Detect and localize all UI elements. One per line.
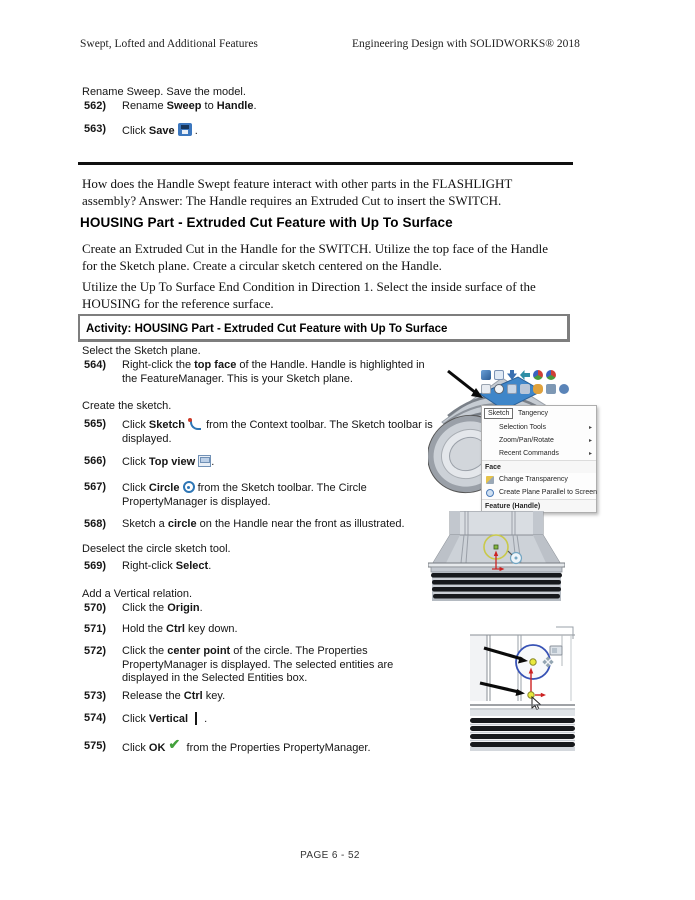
menu-section-face: Face xyxy=(482,460,596,473)
section-divider xyxy=(78,162,573,165)
lead-create-sketch: Create the sketch. xyxy=(82,400,172,412)
step-566-number: 566) xyxy=(84,455,107,467)
context-menu-first-row xyxy=(482,407,596,421)
undo-arrow-icon xyxy=(520,370,530,380)
panel-icon xyxy=(494,370,504,380)
view-wheel-icon xyxy=(533,370,543,380)
step-571-number: 571) xyxy=(84,623,107,635)
menu-item-create-plane-label: Create Plane Parallel to Screen xyxy=(499,489,598,496)
step-573-number: 573) xyxy=(84,690,107,702)
step-562 xyxy=(84,100,494,114)
circle-icon xyxy=(183,481,195,493)
step-565-text: Click Sketch from the Context toolbar. The Sketch toolbar is displayed. xyxy=(122,419,433,445)
magnifier-icon xyxy=(494,384,504,394)
step-571 xyxy=(84,623,494,637)
callout-arrow xyxy=(448,371,476,393)
step-574-number: 574) xyxy=(84,712,107,724)
view-orientation-glyph xyxy=(550,646,562,655)
sketch-icon xyxy=(188,418,203,430)
hide-show-icon xyxy=(559,384,569,394)
circle-center-point xyxy=(494,545,498,549)
step-565-number: 565) xyxy=(84,418,107,430)
step-562-text: Rename Sweep to Handle. xyxy=(122,100,257,112)
step-575-text: Click OK ✔ from the Properties PropertyManager. xyxy=(122,742,371,754)
context-toolbar-row-2 xyxy=(480,383,582,395)
menu-item-create-plane xyxy=(482,486,596,499)
vertical-icon xyxy=(195,712,197,725)
step-563-text: Click Save . xyxy=(122,125,198,137)
step-573-text: Release the Ctrl key. xyxy=(122,690,226,702)
header-right: Engineering Design with SOLIDWORKS® 2018 xyxy=(352,38,580,50)
step-573 xyxy=(84,690,494,704)
plane-icon xyxy=(486,489,494,497)
menu-item-change-transparency-label: Change Transparency xyxy=(499,476,568,483)
activity-box xyxy=(78,314,570,342)
step-570-text: Click the Origin. xyxy=(122,602,203,614)
step-566-text: Click Top view . xyxy=(122,456,215,468)
step-572-number: 572) xyxy=(84,645,107,657)
appearance-wheel-icon xyxy=(546,370,556,380)
step-571-text: Hold the Ctrl key down. xyxy=(122,623,238,635)
question-paragraph xyxy=(82,175,587,209)
ok-check-icon xyxy=(168,740,183,753)
para-up-to-surface xyxy=(82,278,587,312)
context-menu xyxy=(481,405,597,513)
step-564-number: 564) xyxy=(84,359,107,371)
vertical-relation-illustration xyxy=(470,626,575,758)
circle-center-point xyxy=(530,659,536,665)
menu-section-feature-handle: Feature (Handle) xyxy=(482,499,596,512)
para1-line-2: for the Sketch plane. Create a circular sketch centered on the Handle. xyxy=(82,258,442,273)
step-575-number: 575) xyxy=(84,740,107,752)
pin-icon xyxy=(533,384,543,394)
activity-title: Activity: HOUSING Part - Extruded Cut Feature with Up To Surface xyxy=(86,323,448,335)
figure-context-menu xyxy=(428,366,598,510)
transparency-icon xyxy=(486,476,494,484)
step-575 xyxy=(84,740,494,756)
step-568-number: 568) xyxy=(84,518,107,530)
step-574-text: Click Vertical . xyxy=(122,713,208,725)
handle-top-view-illustration xyxy=(428,511,565,608)
pan-icon xyxy=(520,384,530,394)
step-569-number: 569) xyxy=(84,560,107,572)
question-line-2: assembly? Answer: The Handle requires an Extruded Cut to insert the SWITCH. xyxy=(82,193,502,208)
question-line-1: How does the Handle Swept feature interact with other parts in the FLASHLIGHT xyxy=(82,176,513,191)
select-icon xyxy=(481,384,491,394)
step-562-number: 562) xyxy=(84,100,107,112)
step-568-text: Sketch a circle on the Handle near the front as illustrated. xyxy=(122,518,405,530)
origin-point xyxy=(528,692,534,698)
step-567-number: 567) xyxy=(84,481,107,493)
step-569-text: Right-click Select. xyxy=(122,560,212,572)
para1-line-1: Create an Extruded Cut in the Handle for the SWITCH. Utilize the top face of the Handle xyxy=(82,241,549,256)
zoom-area-icon xyxy=(507,384,517,394)
step-574 xyxy=(84,712,494,727)
select-other-icon xyxy=(481,370,491,380)
step-563 xyxy=(84,123,494,139)
para2-line-1: Utilize the Up To Surface End Condition in Direction 1. Select the inside surface of the xyxy=(82,279,536,294)
para-extruded-cut xyxy=(82,240,587,274)
normal-to-icon xyxy=(507,370,517,380)
context-toolbar xyxy=(480,369,582,397)
step-570-number: 570) xyxy=(84,602,107,614)
mouse-cursor xyxy=(532,697,541,710)
header-left: Swept, Lofted and Additional Features xyxy=(80,38,258,50)
context-toolbar-row-1 xyxy=(480,369,582,381)
menu-item-tangency: Tangency xyxy=(518,410,548,417)
menu-item-zoom-pan-rotate: Zoom/Pan/Rotate ▸ xyxy=(482,434,596,447)
section-heading: HOUSING Part - Extruded Cut Feature with Up To Surface xyxy=(80,215,453,230)
top-view-icon xyxy=(198,455,211,467)
menu-item-change-transparency xyxy=(482,473,596,486)
step-564-text: Right-click the top face of the Handle. Handle is highlighted in the FeatureManager. This is your Sketch plane. xyxy=(122,359,425,385)
sketch-tooltip: Sketch xyxy=(484,408,513,419)
step-572 xyxy=(84,645,494,686)
lead-deselect: Deselect the circle sketch tool. xyxy=(82,543,231,555)
menu-item-recent-commands: Recent Commands ▸ xyxy=(482,447,596,460)
lead-rename-save: Rename Sweep. Save the model. xyxy=(82,86,246,98)
step-572-text: Click the center point of the circle. The Properties PropertyManager is displayed. The selected entities are displayed in the Selected Entities box. xyxy=(122,645,394,684)
lead-select-plane: Select the Sketch plane. xyxy=(82,345,201,357)
figure-vertical-relation xyxy=(470,626,575,758)
step-563-number: 563) xyxy=(84,123,107,135)
menu-item-selection-tools: Selection Tools ▸ xyxy=(482,421,596,434)
section-view-icon xyxy=(546,384,556,394)
para2-line-2: HOUSING for the reference surface. xyxy=(82,296,274,311)
figure-circle-sketch xyxy=(428,511,565,608)
step-567-text: Click Circle from the Sketch toolbar. The Circle PropertyManager is displayed. xyxy=(122,482,367,508)
save-icon xyxy=(178,123,192,136)
page-number: PAGE 6 - 52 xyxy=(300,850,360,861)
lead-vertical-relation: Add a Vertical relation. xyxy=(82,588,193,600)
